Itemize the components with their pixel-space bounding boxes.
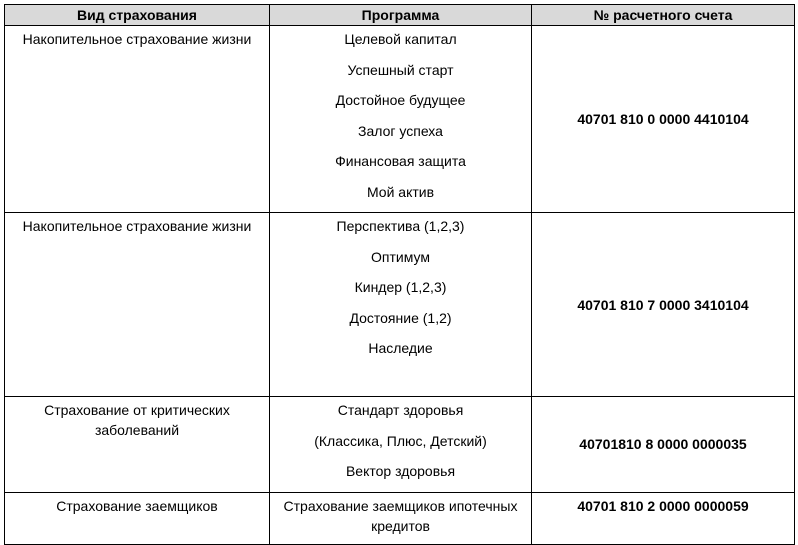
program-item: Стандарт здоровья xyxy=(337,402,464,418)
program-list-cell xyxy=(270,213,532,397)
program-item: Целевой капитал xyxy=(344,31,457,47)
header-row xyxy=(5,5,795,26)
insurance-type-cell: Страхование заемщиков xyxy=(5,492,270,544)
account-number-cell: 40701810 8 0000 0000035 xyxy=(532,397,795,493)
program-item: (Классика, Плюс, Детский) xyxy=(314,432,487,449)
insurance-type-cell: Страхование от критических заболеваний xyxy=(5,397,270,493)
program-item: Мой актив xyxy=(366,183,435,200)
program-list-cell xyxy=(270,397,532,493)
program-item: Залог успеха xyxy=(358,122,443,139)
table-row xyxy=(5,213,795,397)
program-list-cell xyxy=(270,26,532,213)
table-row xyxy=(5,397,795,493)
account-number-cell: 40701 810 2 0000 0000059 xyxy=(532,492,795,544)
header-program: Программа xyxy=(270,5,532,26)
program-item: Киндер (1,2,3) xyxy=(354,279,447,295)
account-number-cell: 40701 810 7 0000 3410104 xyxy=(532,213,795,397)
table-row xyxy=(5,492,795,544)
program-item: Оптимум xyxy=(371,248,430,265)
program-item: Успешный старт xyxy=(347,61,454,78)
program-item: Страхование заемщиков ипотечных кредитов xyxy=(283,497,518,534)
program-item: Вектор здоровья xyxy=(345,463,456,479)
account-number-cell: 40701 810 0 0000 4410104 xyxy=(532,26,795,213)
header-account-number: № расчетного счета xyxy=(532,5,795,26)
insurance-accounts-table xyxy=(4,4,795,545)
insurance-type-cell: Накопительное страхование жизни xyxy=(5,26,270,213)
program-item: Финансовая защита xyxy=(335,153,466,169)
program-item: Наследие xyxy=(368,340,433,356)
table-row xyxy=(5,26,795,213)
program-item: Достойное будущее xyxy=(335,92,466,108)
header-insurance-type: Вид страхования xyxy=(5,5,270,26)
insurance-type-cell: Накопительное страхование жизни xyxy=(5,213,270,397)
program-list-cell xyxy=(270,492,532,544)
program-item: Достояние (1,2) xyxy=(349,309,452,326)
program-item: Перспектива (1,2,3) xyxy=(336,218,465,234)
